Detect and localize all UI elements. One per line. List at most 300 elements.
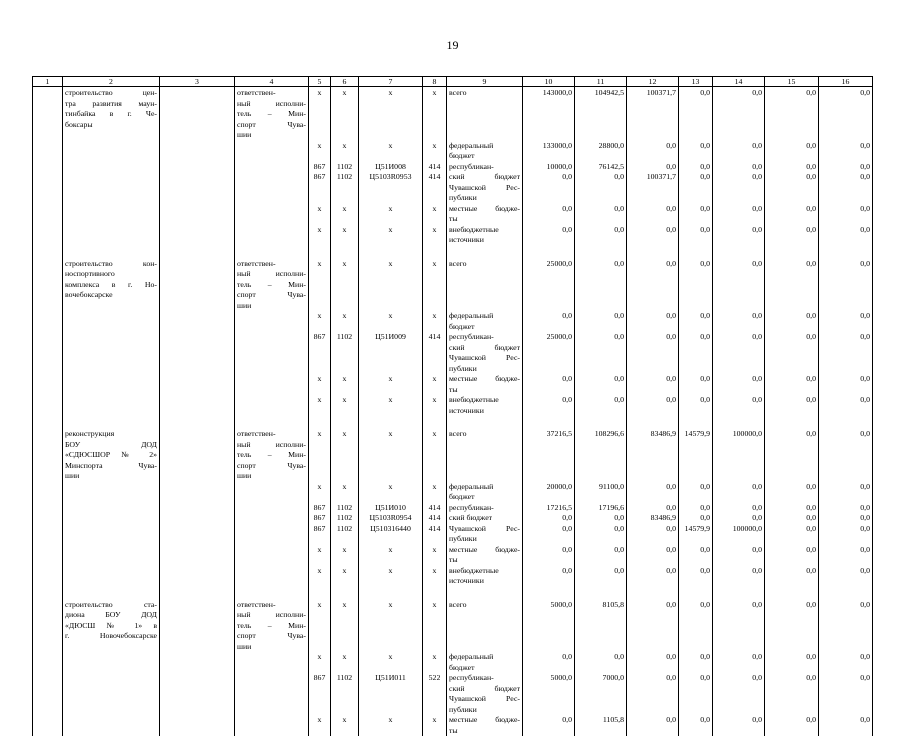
cell-empty: [160, 524, 235, 545]
amount-cell: 83486,9: [627, 513, 679, 524]
code-cell-c7: x: [359, 599, 423, 653]
code-cell-c7: x: [359, 395, 423, 416]
spacer-cell: [309, 416, 331, 428]
amount-cell: 20000,0: [523, 482, 575, 503]
project-name-cell: [63, 311, 160, 332]
column-header: 15: [765, 77, 819, 87]
funding-source-cell: [447, 524, 523, 545]
text-line: местные бюдже-: [449, 545, 520, 556]
code-cell-c8: 414: [423, 513, 447, 524]
code-cell-c8: x: [423, 599, 447, 653]
text-line: ты: [449, 726, 520, 736]
spacer-cell: [235, 246, 309, 258]
project-name-cell: [63, 87, 160, 141]
cell-num: [33, 332, 63, 374]
cell-num: [33, 204, 63, 225]
column-header: 16: [819, 77, 873, 87]
amount-cell: 0,0: [523, 524, 575, 545]
cell-num: [33, 545, 63, 566]
text-line: публики: [449, 193, 520, 204]
executor-cell: [235, 332, 309, 374]
table-row: [33, 204, 873, 225]
text-line: местные бюдже-: [449, 204, 520, 215]
amount-cell: 0,0: [819, 172, 873, 204]
spacer-cell: [679, 587, 713, 599]
cell-num: [33, 258, 63, 312]
text-line: ский бюджет: [449, 684, 520, 695]
table-row: [33, 482, 873, 503]
table-row: [33, 311, 873, 332]
code-cell-c6: x: [331, 715, 359, 736]
amount-cell: 28800,0: [575, 141, 627, 162]
cell-empty: [160, 172, 235, 204]
code-cell-c7: x: [359, 141, 423, 162]
project-name-cell: [63, 428, 160, 482]
code-cell-c8: x: [423, 258, 447, 312]
amount-cell: 0,0: [765, 332, 819, 374]
cell-num: [33, 482, 63, 503]
project-name-cell: [63, 599, 160, 653]
text-line: тинбайка в г. Че-: [65, 109, 157, 120]
cell-empty: [160, 513, 235, 524]
funding-source-cell: [447, 715, 523, 736]
text-line: местные бюдже-: [449, 715, 520, 726]
amount-cell: 0,0: [765, 141, 819, 162]
amount-cell: 0,0: [713, 225, 765, 246]
amount-cell: 0,0: [679, 87, 713, 141]
amount-cell: 0,0: [575, 566, 627, 587]
cell-num: [33, 652, 63, 673]
code-cell-c7: x: [359, 545, 423, 566]
amount-cell: 0,0: [679, 172, 713, 204]
text-line: республикан-: [449, 503, 520, 514]
text-line: ответствен-: [237, 259, 306, 270]
amount-cell: 0,0: [819, 225, 873, 246]
text-line: спорт Чува-: [237, 461, 306, 472]
project-name-cell: [63, 258, 160, 312]
spacer-cell: [575, 246, 627, 258]
spacer-cell: [63, 587, 160, 599]
code-cell-c6: x: [331, 566, 359, 587]
amount-cell: 100000,0: [713, 428, 765, 482]
text-line: Чувашской Рес-: [449, 183, 520, 194]
code-cell-c5: 867: [309, 513, 331, 524]
column-header: 9: [447, 77, 523, 87]
text-line: всего: [449, 600, 520, 611]
table-row: [33, 545, 873, 566]
amount-cell: 0,0: [765, 258, 819, 312]
code-cell-c7: x: [359, 374, 423, 395]
text-line: тель – Мин-: [237, 109, 306, 120]
amount-cell: 0,0: [819, 87, 873, 141]
amount-cell: 0,0: [765, 162, 819, 173]
code-cell-c7: x: [359, 258, 423, 312]
text-line: шии: [65, 471, 157, 482]
text-line: шии: [237, 301, 306, 312]
amount-cell: 0,0: [713, 87, 765, 141]
amount-cell: 0,0: [627, 482, 679, 503]
amount-cell: 108296,6: [575, 428, 627, 482]
funding-source-cell: [447, 395, 523, 416]
amount-cell: 0,0: [819, 513, 873, 524]
amount-cell: 0,0: [765, 482, 819, 503]
cell-num: [33, 513, 63, 524]
amount-cell: 91100,0: [575, 482, 627, 503]
amount-cell: 0,0: [679, 311, 713, 332]
spacer-cell: [447, 416, 523, 428]
cell-empty: [160, 503, 235, 514]
executor-cell: [235, 652, 309, 673]
executor-cell: [235, 545, 309, 566]
executor-cell: [235, 204, 309, 225]
cell-empty: [160, 673, 235, 715]
executor-cell: [235, 162, 309, 173]
amount-cell: 0,0: [679, 258, 713, 312]
project-name-cell: [63, 545, 160, 566]
amount-cell: 0,0: [765, 652, 819, 673]
cell-empty: [160, 311, 235, 332]
executor-cell: [235, 374, 309, 395]
project-name-cell: [63, 162, 160, 173]
code-cell-c7: x: [359, 428, 423, 482]
amount-cell: 0,0: [713, 566, 765, 587]
spacer-cell: [235, 587, 309, 599]
amount-cell: 0,0: [523, 513, 575, 524]
spacer-cell: [523, 416, 575, 428]
amount-cell: 0,0: [713, 652, 765, 673]
code-cell-c7: Ц51И008: [359, 162, 423, 173]
funding-source-cell: [447, 311, 523, 332]
code-cell-c5: x: [309, 225, 331, 246]
project-name-cell: [63, 141, 160, 162]
code-cell-c8: x: [423, 715, 447, 736]
text-line: источники: [449, 406, 520, 417]
amount-cell: 100000,0: [713, 524, 765, 545]
amount-cell: 0,0: [679, 513, 713, 524]
code-cell-c6: x: [331, 428, 359, 482]
amount-cell: 0,0: [679, 503, 713, 514]
amount-cell: 143000,0: [523, 87, 575, 141]
cell-num: [33, 715, 63, 736]
amount-cell: 76142,5: [575, 162, 627, 173]
executor-cell: [235, 673, 309, 715]
project-name-cell: [63, 673, 160, 715]
code-cell-c7: x: [359, 225, 423, 246]
amount-cell: 0,0: [765, 311, 819, 332]
code-cell-c6: 1102: [331, 524, 359, 545]
spacer-cell: [359, 246, 423, 258]
funding-source-cell: [447, 172, 523, 204]
code-cell-c7: Ц5103R0954: [359, 513, 423, 524]
code-cell-c8: x: [423, 141, 447, 162]
code-cell-c8: x: [423, 225, 447, 246]
spacer-cell: [627, 416, 679, 428]
cell-num: [33, 524, 63, 545]
text-line: спорт Чува-: [237, 631, 306, 642]
project-name-cell: [63, 204, 160, 225]
executor-cell: [235, 225, 309, 246]
code-cell-c6: x: [331, 258, 359, 312]
funding-source-cell: [447, 374, 523, 395]
spacer-cell: [819, 587, 873, 599]
amount-cell: 0,0: [575, 258, 627, 312]
code-cell-c8: x: [423, 545, 447, 566]
amount-cell: 5000,0: [523, 599, 575, 653]
code-cell-c7: Ц51И009: [359, 332, 423, 374]
project-name-cell: [63, 374, 160, 395]
executor-cell: [235, 141, 309, 162]
spacer-cell: [627, 246, 679, 258]
code-cell-c6: x: [331, 204, 359, 225]
spacer-cell: [33, 246, 63, 258]
text-line: внебюджетные: [449, 395, 520, 406]
text-line: диона БОУ ДОД: [65, 610, 157, 621]
code-cell-c8: x: [423, 374, 447, 395]
amount-cell: 0,0: [713, 172, 765, 204]
text-line: республикан-: [449, 332, 520, 343]
amount-cell: 0,0: [713, 332, 765, 374]
column-header: 10: [523, 77, 575, 87]
amount-cell: 10000,0: [523, 162, 575, 173]
project-name-cell: [63, 172, 160, 204]
amount-cell: 0,0: [765, 513, 819, 524]
project-name-cell: [63, 652, 160, 673]
amount-cell: 0,0: [627, 225, 679, 246]
funding-source-cell: [447, 482, 523, 503]
amount-cell: 0,0: [523, 545, 575, 566]
table-row: [33, 87, 873, 141]
code-cell-c7: Ц510316440: [359, 524, 423, 545]
spacer-cell: [33, 416, 63, 428]
text-line: источники: [449, 576, 520, 587]
amount-cell: 0,0: [819, 482, 873, 503]
section-spacer: [33, 416, 873, 428]
amount-cell: 0,0: [765, 715, 819, 736]
text-line: ответствен-: [237, 429, 306, 440]
spacer-cell: [447, 246, 523, 258]
amount-cell: 100371,7: [627, 87, 679, 141]
text-line: бюджет: [449, 151, 520, 162]
code-cell-c5: x: [309, 566, 331, 587]
code-cell-c5: 867: [309, 332, 331, 374]
code-cell-c5: 867: [309, 524, 331, 545]
amount-cell: 0,0: [765, 87, 819, 141]
amount-cell: 7000,0: [575, 673, 627, 715]
amount-cell: 0,0: [627, 162, 679, 173]
section-spacer: [33, 246, 873, 258]
spacer-cell: [160, 416, 235, 428]
spacer-cell: [523, 587, 575, 599]
table-row: [33, 503, 873, 514]
amount-cell: 1105,8: [575, 715, 627, 736]
amount-cell: 0,0: [765, 395, 819, 416]
amount-cell: 0,0: [627, 566, 679, 587]
funding-source-cell: [447, 545, 523, 566]
amount-cell: 0,0: [575, 395, 627, 416]
code-cell-c8: x: [423, 87, 447, 141]
project-name-cell: [63, 715, 160, 736]
code-cell-c5: x: [309, 311, 331, 332]
amount-cell: 0,0: [575, 545, 627, 566]
amount-cell: 0,0: [523, 204, 575, 225]
table-row: [33, 172, 873, 204]
spacer-cell: [423, 246, 447, 258]
amount-cell: 0,0: [765, 545, 819, 566]
cell-empty: [160, 482, 235, 503]
amount-cell: 0,0: [627, 599, 679, 653]
text-line: бюджет: [449, 322, 520, 333]
table-row: [33, 652, 873, 673]
text-line: тель – Мин-: [237, 621, 306, 632]
text-line: ты: [449, 385, 520, 396]
amount-cell: 5000,0: [523, 673, 575, 715]
amount-cell: 0,0: [679, 204, 713, 225]
executor-cell: [235, 599, 309, 653]
amount-cell: 0,0: [819, 141, 873, 162]
amount-cell: 0,0: [819, 258, 873, 312]
column-header: 8: [423, 77, 447, 87]
cell-num: [33, 673, 63, 715]
amount-cell: 0,0: [713, 141, 765, 162]
code-cell-c8: x: [423, 428, 447, 482]
cell-empty: [160, 141, 235, 162]
amount-cell: 0,0: [575, 374, 627, 395]
cell-num: [33, 141, 63, 162]
amount-cell: 0,0: [575, 524, 627, 545]
executor-cell: [235, 524, 309, 545]
spacer-cell: [359, 416, 423, 428]
funding-source-cell: [447, 599, 523, 653]
cell-num: [33, 428, 63, 482]
text-line: ты: [449, 214, 520, 225]
amount-cell: 100371,7: [627, 172, 679, 204]
table-row: [33, 566, 873, 587]
table-row: [33, 374, 873, 395]
code-cell-c8: 414: [423, 172, 447, 204]
amount-cell: 0,0: [679, 715, 713, 736]
text-line: публики: [449, 364, 520, 375]
text-line: ответствен-: [237, 88, 306, 99]
cell-empty: [160, 374, 235, 395]
executor-cell: [235, 311, 309, 332]
code-cell-c6: 1102: [331, 513, 359, 524]
code-cell-c6: x: [331, 141, 359, 162]
amount-cell: 0,0: [627, 258, 679, 312]
amount-cell: 0,0: [627, 545, 679, 566]
text-line: внебюджетные: [449, 566, 520, 577]
amount-cell: 0,0: [627, 332, 679, 374]
amount-cell: 0,0: [523, 374, 575, 395]
table-row: [33, 225, 873, 246]
code-cell-c7: x: [359, 311, 423, 332]
code-cell-c8: x: [423, 482, 447, 503]
text-line: комплекса в г. Но-: [65, 280, 157, 291]
amount-cell: 0,0: [713, 482, 765, 503]
amount-cell: 0,0: [765, 374, 819, 395]
spacer-cell: [160, 587, 235, 599]
code-cell-c7: Ц51И011: [359, 673, 423, 715]
text-line: ный исполни-: [237, 610, 306, 621]
amount-cell: 0,0: [679, 332, 713, 374]
page-number: 19: [0, 38, 905, 53]
amount-cell: 0,0: [713, 162, 765, 173]
code-cell-c5: x: [309, 141, 331, 162]
column-number-header: [33, 77, 873, 87]
amount-cell: 0,0: [713, 311, 765, 332]
code-cell-c5: x: [309, 428, 331, 482]
spacer-cell: [63, 246, 160, 258]
cell-num: [33, 503, 63, 514]
amount-cell: 37216,5: [523, 428, 575, 482]
code-cell-c5: x: [309, 204, 331, 225]
text-line: БОУ ДОД: [65, 440, 157, 451]
text-line: строительство ста-: [65, 600, 157, 611]
funding-source-cell: [447, 258, 523, 312]
spacer-cell: [679, 246, 713, 258]
code-cell-c7: x: [359, 87, 423, 141]
column-header: 2: [63, 77, 160, 87]
code-cell-c6: x: [331, 652, 359, 673]
amount-cell: 0,0: [575, 172, 627, 204]
amount-cell: 0,0: [627, 524, 679, 545]
text-line: г. Новочебоксарске: [65, 631, 157, 642]
amount-cell: 0,0: [679, 162, 713, 173]
code-cell-c6: x: [331, 545, 359, 566]
funding-source-cell: [447, 652, 523, 673]
column-header: 3: [160, 77, 235, 87]
funding-source-cell: [447, 513, 523, 524]
amount-cell: 0,0: [679, 652, 713, 673]
spacer-cell: [765, 416, 819, 428]
code-cell-c7: x: [359, 204, 423, 225]
project-name-cell: [63, 395, 160, 416]
spacer-cell: [575, 416, 627, 428]
amount-cell: 0,0: [713, 395, 765, 416]
amount-cell: 0,0: [765, 172, 819, 204]
funding-source-cell: [447, 87, 523, 141]
table-row: [33, 428, 873, 482]
spacer-cell: [447, 587, 523, 599]
text-line: ский бюджет: [449, 513, 520, 524]
amount-cell: 0,0: [523, 225, 575, 246]
code-cell-c8: x: [423, 311, 447, 332]
executor-cell: [235, 513, 309, 524]
spacer-cell: [331, 587, 359, 599]
cell-num: [33, 311, 63, 332]
code-cell-c5: x: [309, 482, 331, 503]
text-line: спорт Чува-: [237, 290, 306, 301]
project-name-cell: [63, 513, 160, 524]
code-cell-c7: Ц5103R0953: [359, 172, 423, 204]
text-line: ный исполни-: [237, 269, 306, 280]
code-cell-c8: x: [423, 566, 447, 587]
amount-cell: 83486,9: [627, 428, 679, 482]
spacer-cell: [331, 246, 359, 258]
spacer-cell: [679, 416, 713, 428]
table-row: [33, 599, 873, 653]
amount-cell: 8105,8: [575, 599, 627, 653]
cell-num: [33, 566, 63, 587]
code-cell-c6: 1102: [331, 503, 359, 514]
code-cell-c8: x: [423, 204, 447, 225]
amount-cell: 14579,9: [679, 524, 713, 545]
cell-empty: [160, 162, 235, 173]
text-line: всего: [449, 429, 520, 440]
text-line: тель – Мин-: [237, 280, 306, 291]
column-header: 11: [575, 77, 627, 87]
amount-cell: 0,0: [523, 715, 575, 736]
code-cell-c8: 522: [423, 673, 447, 715]
